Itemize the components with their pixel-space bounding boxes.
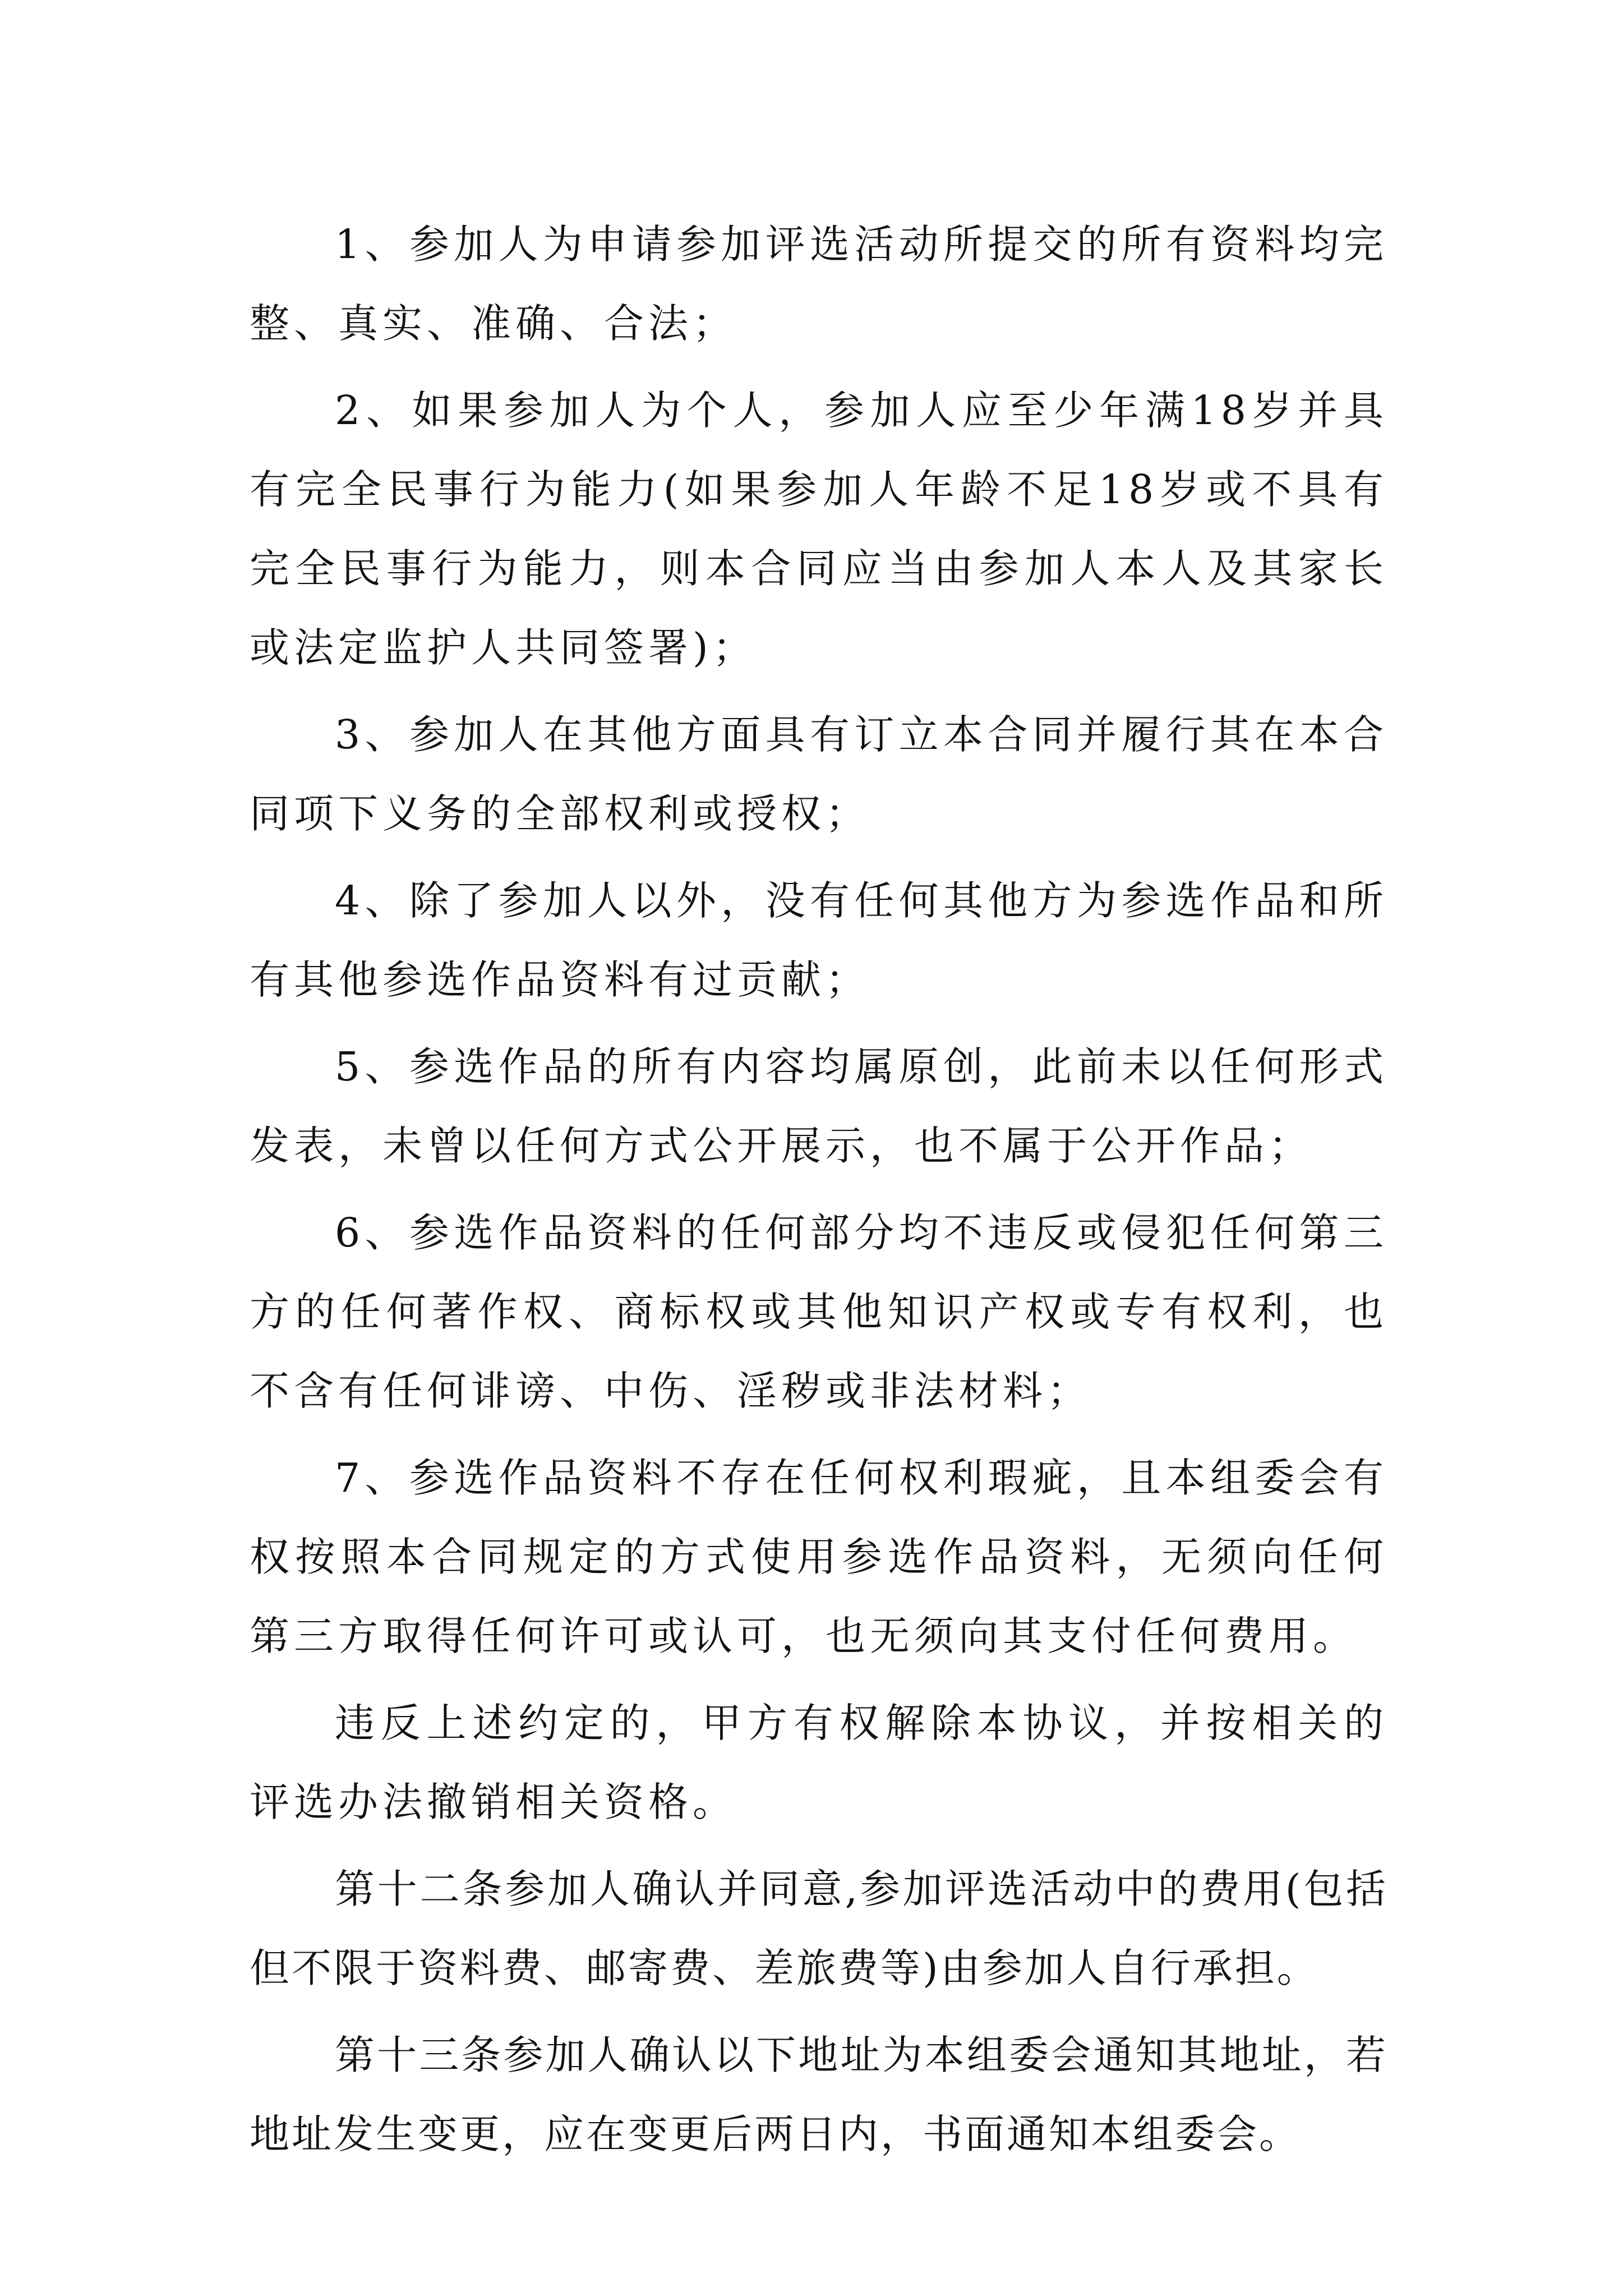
clause-5: 5、参选作品的所有内容均属原创，此前未以任何形式发表，未曾以任何方式公开展示，也不属于公开作品； xyxy=(250,1043,1388,1169)
violation-clause: 违反上述约定的，甲方有权解除本协议，并按相关的评选办法撤销相关资格。 xyxy=(250,1700,1388,1825)
article-12: 第十二条参加人确认并同意,参加评选活动中的费用(包括但不限于资料费、邮寄费、差旅费等)由参加人自行承担。 xyxy=(250,1866,1388,1991)
clause-2: 2、如果参加人为个人，参加人应至少年满18岁并具有完全民事行为能力(如果参加人年龄不足18岁或不具有完全民事行为能力，则本合同应当由参加人本人及其家长或法定监护人共同签署)； xyxy=(250,387,1388,671)
article-13: 第十三条参加人确认以下地址为本组委会通知其地址，若地址发生变更，应在变更后两日内，书面通知本组委会。 xyxy=(250,2032,1388,2157)
clause-3: 3、参加人在其他方面具有订立本合同并履行其在本合同项下义务的全部权利或授权； xyxy=(250,711,1388,837)
clause-6: 6、参选作品资料的任何部分均不违反或侵犯任何第三方的任何著作权、商标权或其他知识产权或专有权利，也不含有任何诽谤、中伤、淫秽或非法材料； xyxy=(250,1209,1388,1414)
clause-7: 7、参选作品资料不存在任何权利瑕疵，且本组委会有权按照本合同规定的方式使用参选作品资料，无须向任何第三方取得任何许可或认可，也无须向其支付任何费用。 xyxy=(250,1455,1388,1659)
document-page xyxy=(250,205,1388,2182)
clause-4: 4、除了参加人以外，没有任何其他方为参选作品和所有其他参选作品资料有过贡献； xyxy=(250,877,1388,1003)
clause-1: 1、参加人为申请参加评选活动所提交的所有资料均完整、真实、准确、合法； xyxy=(250,221,1388,347)
